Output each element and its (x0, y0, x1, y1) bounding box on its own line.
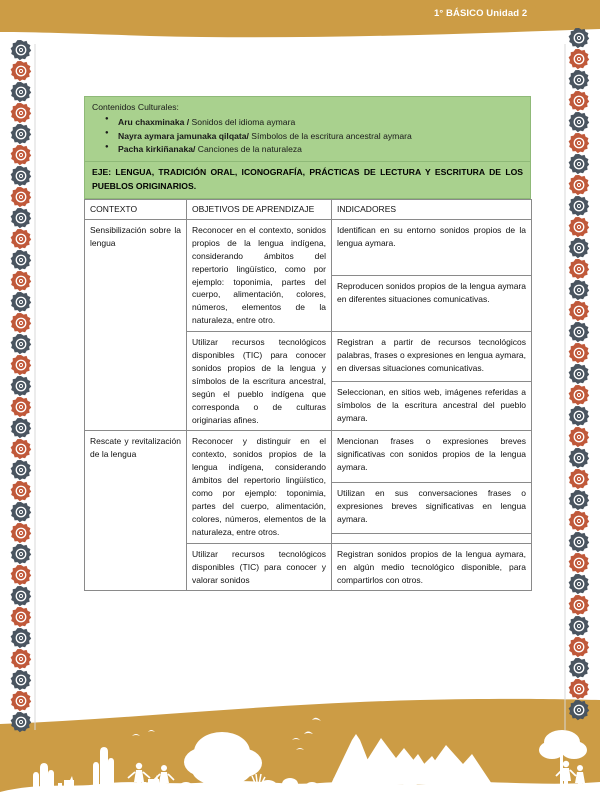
cell-indicador: Utilizan en sus conversaciones frases o expresiones breves significativas en lengua aymara. (332, 482, 532, 533)
cultural-gloss: Símbolos de la escritura ancestral aymara (248, 130, 412, 141)
cultural-term: Aru chaxminaka / (118, 116, 190, 127)
cell-objetivo: Reconocer en el contexto, sonidos propios de la lengua indígena, considerando ámbitos del repertorio lingüístico, como por ejemplo: toponimia, partes del cuerpo, alimentación, colores, números, elementos de la naturaleza, entre otro. (187, 219, 332, 331)
cultural-contents-title: Contenidos Culturales: (92, 102, 179, 112)
cultural-term: Pacha kirkiñanaka/ (118, 144, 196, 155)
right-decorative-border (562, 0, 596, 800)
cell-indicador: Seleccionan, en sitios web, imágenes referidas a símbolos de la escritura ancestral del pueblo aymara. (332, 381, 532, 431)
table-header-row (85, 199, 532, 219)
cell-objetivo: Utilizar recursos tecnológicos disponibles (TIC) para conocer y valorar sonidos (187, 543, 332, 591)
cultural-gloss: Sonidos del idioma aymara (189, 116, 296, 127)
document-content (84, 96, 531, 591)
cell-indicador: Registran sonidos propios de la lengua aymara, en algún medio tecnológico disponible, para compartirlos con otros. (332, 543, 532, 591)
cell-objetivo: Reconocer y distinguir en el contexto, sonidos propios de la lengua indígena, considerando ámbitos del repertorio lingüístico, como por ejemplo: toponimia, partes del cuerpo, alimentación, colores, números, elementos de la naturaleza, entre otros. (187, 431, 332, 543)
cell-indicador: Identifican en su entorno sonidos propios de la lengua aymara. (332, 219, 532, 275)
cultural-gloss: Canciones de la naturaleza (195, 144, 302, 155)
list-item (118, 116, 523, 130)
cultural-term: Nayra aymara jamunaka qilqata/ (118, 130, 249, 141)
eje-banner: EJE: LENGUA, TRADICIÓN ORAL, ICONOGRAFÍA, PRÁCTICAS DE LECTURA Y ESCRITURA DE LOS PUEBLOS ORIGINARIOS. (84, 162, 531, 199)
cell-indicador: Registran a partir de recursos tecnológicos palabras, frases o expresiones en lengua aymara, en diversas situaciones comunicativas. (332, 332, 532, 382)
cultural-contents-box (84, 96, 531, 162)
list-item (118, 143, 523, 157)
cell-contexto: Rescate y revitalización de la lengua (85, 431, 187, 591)
unit-badge: 1° BÁSICO Unidad 2 (425, 5, 536, 23)
cultural-contents-list (92, 116, 523, 158)
cell-objetivo: Utilizar recursos tecnológicos disponibles (TIC) para conocer sonidos propios de la lengua y símbolos de la escritura ancestral, según el pueblo indígena que corresponda o de culturas originarias afines. (187, 332, 332, 431)
table-row (85, 431, 532, 482)
cell-indicador: Mencionan frases o expresiones breves significativas con sonidos propios de la lengua aymara. (332, 431, 532, 482)
bottom-decorative-band (0, 690, 600, 800)
learning-objectives-table (84, 199, 532, 591)
column-header-indicadores: INDICADORES (332, 199, 532, 219)
cell-contexto: Sensibilización sobre la lengua (85, 219, 187, 431)
column-header-objetivos: OBJETIVOS DE APRENDIZAJE (187, 199, 332, 219)
list-item (118, 130, 523, 144)
cell-indicador-empty (332, 534, 532, 544)
left-decorative-border (4, 0, 38, 800)
table-row (85, 219, 532, 275)
column-header-contexto: CONTEXTO (85, 199, 187, 219)
cell-indicador: Reproducen sonidos propios de la lengua aymara en diferentes situaciones comunicativas. (332, 276, 532, 332)
